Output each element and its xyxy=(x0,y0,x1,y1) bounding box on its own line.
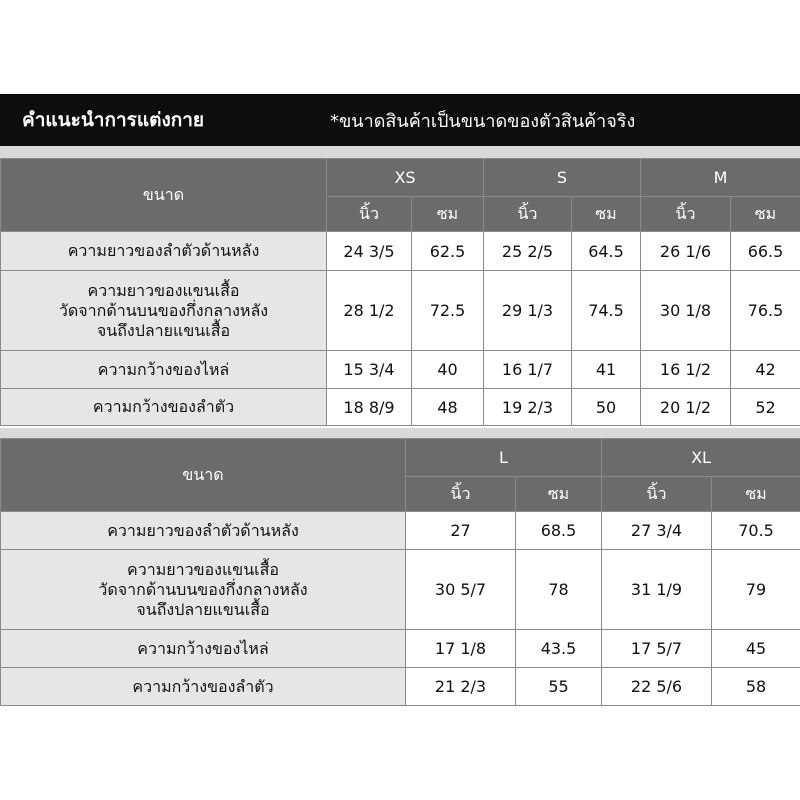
table-cell: 19 2/3 xyxy=(484,389,572,426)
table-cell: 41 xyxy=(572,351,641,389)
table-cell: 27 xyxy=(406,512,516,550)
table-cell: 58 xyxy=(712,668,800,706)
spacer-band-middle xyxy=(0,428,800,438)
table-cell: 17 1/8 xyxy=(406,630,516,668)
table-cell: 64.5 xyxy=(572,232,641,271)
table-row xyxy=(1,668,800,706)
table-cell: 27 3/4 xyxy=(602,512,712,550)
table-cell: 16 1/2 xyxy=(641,351,731,389)
table-cell: 31 1/9 xyxy=(602,550,712,630)
table-cell: 22 5/6 xyxy=(602,668,712,706)
size-note: *ขนาดสินค้าเป็นขนาดของตัวสินค้าจริง xyxy=(330,110,636,132)
size-header-s: S xyxy=(484,159,641,197)
size-header-label: ขนาด xyxy=(1,439,406,512)
table-cell: 20 1/2 xyxy=(641,389,731,426)
table-row xyxy=(1,630,800,668)
table-cell: 15 3/4 xyxy=(327,351,412,389)
table-cell: 76.5 xyxy=(731,271,800,351)
size-header-l: L xyxy=(406,439,602,477)
table-cell: 26 1/6 xyxy=(641,232,731,271)
table-cell: 79 xyxy=(712,550,800,630)
title-bar xyxy=(0,94,800,146)
table-cell: 29 1/3 xyxy=(484,271,572,351)
size-header-label: ขนาด xyxy=(1,159,327,232)
unit-header: ซม xyxy=(572,197,641,232)
unit-header: นิ้ว xyxy=(484,197,572,232)
table-cell: 52 xyxy=(731,389,800,426)
table-row xyxy=(1,550,800,630)
row-label: ความกว้างของลำตัว xyxy=(1,668,406,706)
table-row xyxy=(1,389,800,426)
table-cell: 16 1/7 xyxy=(484,351,572,389)
table-cell: 50 xyxy=(572,389,641,426)
row-label: ความยาวของแขนเสื้อ วัดจากด้านบนของกึ่งกลางหลัง จนถึงปลายแขนเสื้อ xyxy=(1,271,327,351)
table-cell: 70.5 xyxy=(712,512,800,550)
unit-header: นิ้ว xyxy=(641,197,731,232)
unit-header: นิ้ว xyxy=(602,477,712,512)
table-cell: 24 3/5 xyxy=(327,232,412,271)
table-cell: 25 2/5 xyxy=(484,232,572,271)
size-header-xl: XL xyxy=(602,439,800,477)
table-cell: 18 8/9 xyxy=(327,389,412,426)
row-label: ความยาวของลำตัวด้านหลัง xyxy=(1,512,406,550)
size-table-xs-s-m xyxy=(0,158,800,426)
table-row xyxy=(1,512,800,550)
unit-header: นิ้ว xyxy=(406,477,516,512)
table-cell: 55 xyxy=(516,668,602,706)
table-cell: 48 xyxy=(412,389,484,426)
size-table-l-xl xyxy=(0,438,800,706)
table-cell: 62.5 xyxy=(412,232,484,271)
table-cell: 17 5/7 xyxy=(602,630,712,668)
row-label: ความกว้างของไหล่ xyxy=(1,630,406,668)
unit-header: ซม xyxy=(412,197,484,232)
table-cell: 30 5/7 xyxy=(406,550,516,630)
size-header-xs: XS xyxy=(327,159,484,197)
table-cell: 21 2/3 xyxy=(406,668,516,706)
table-cell: 42 xyxy=(731,351,800,389)
table-cell: 28 1/2 xyxy=(327,271,412,351)
table-row xyxy=(1,351,800,389)
table-cell: 74.5 xyxy=(572,271,641,351)
table-row xyxy=(1,232,800,271)
table-cell: 30 1/8 xyxy=(641,271,731,351)
table-cell: 43.5 xyxy=(516,630,602,668)
row-label: ความยาวของลำตัวด้านหลัง xyxy=(1,232,327,271)
table-cell: 72.5 xyxy=(412,271,484,351)
size-header-m: M xyxy=(641,159,800,197)
table-row xyxy=(1,271,800,351)
row-label: ความกว้างของไหล่ xyxy=(1,351,327,389)
table-cell: 68.5 xyxy=(516,512,602,550)
spacer-band-top xyxy=(0,146,800,158)
table-cell: 78 xyxy=(516,550,602,630)
unit-header: ซม xyxy=(516,477,602,512)
unit-header: ซม xyxy=(731,197,800,232)
row-label: ความยาวของแขนเสื้อ วัดจากด้านบนของกึ่งกลางหลัง จนถึงปลายแขนเสื้อ xyxy=(1,550,406,630)
table-cell: 45 xyxy=(712,630,800,668)
unit-header: นิ้ว xyxy=(327,197,412,232)
unit-header: ซม xyxy=(712,477,800,512)
table-cell: 66.5 xyxy=(731,232,800,271)
table-cell: 40 xyxy=(412,351,484,389)
page-title: คำแนะนำการแต่งกาย xyxy=(22,109,205,131)
row-label: ความกว้างของลำตัว xyxy=(1,389,327,426)
